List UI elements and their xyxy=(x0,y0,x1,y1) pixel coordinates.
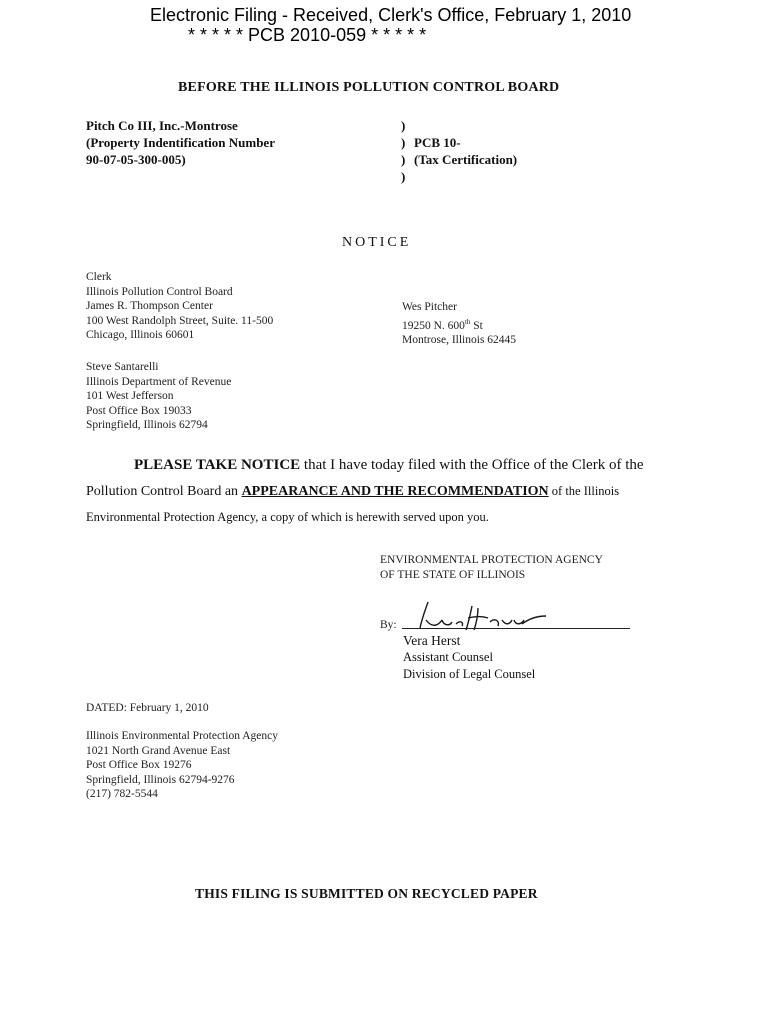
body-text: that I have today filed with the Office of the Clerk of the xyxy=(300,457,644,473)
board-heading: BEFORE THE ILLINOIS POLLUTION CONTROL BOARD xyxy=(178,80,560,95)
notice-lead: PLEASE TAKE NOTICE xyxy=(134,457,301,473)
address-line: James R. Thompson Center xyxy=(86,300,213,312)
address-line: Springfield, Illinois 62794-9276 xyxy=(86,773,235,786)
address-line: Illinois Pollution Control Board xyxy=(86,285,233,298)
filing-stamp-line2: * * * * * PCB 2010-059 * * * * * xyxy=(188,25,427,45)
address-line: Montrose, Illinois 62445 xyxy=(402,333,517,346)
filing-stamp-line1: Electronic Filing - Received, Clerk's Office, February 1, 2010 xyxy=(150,5,632,25)
caption-paren: ) xyxy=(401,169,406,184)
by-label: By: xyxy=(380,619,397,631)
address-line: Wes Pitcher xyxy=(402,301,457,313)
agency-line: ENVIRONMENTAL PROTECTION AGENCY xyxy=(380,554,603,566)
caption-parties xyxy=(86,117,275,168)
caption-paren: ) xyxy=(401,152,406,167)
signer-name: Vera Herst xyxy=(403,633,461,648)
caption-paren: ) xyxy=(401,135,406,150)
signer-block xyxy=(403,632,535,683)
address-line: Springfield, Illinois 62794 xyxy=(86,419,208,431)
address-line: 101 West Jefferson xyxy=(86,390,174,402)
address-line: 1021 North Grand Avenue East xyxy=(86,744,231,757)
ordinal-suffix: th xyxy=(464,317,471,326)
handwritten-signature xyxy=(412,598,552,634)
pitcher-address xyxy=(402,300,516,347)
clerk-address xyxy=(86,270,273,343)
body-line-3: Environmental Protection Agency, a copy of which is herewith served upon you. xyxy=(86,510,489,524)
case-type: (Tax Certification) xyxy=(414,152,518,167)
body-line-2 xyxy=(86,484,619,500)
street-suffix: St xyxy=(470,319,483,332)
address-line: Chicago, Illinois 60601 xyxy=(86,329,195,341)
case-number: PCB 10- xyxy=(414,135,461,150)
notice-title: NOTICE xyxy=(342,235,412,250)
address-line: (217) 782-5544 xyxy=(86,788,158,800)
agency-block xyxy=(380,553,603,582)
address-line: Clerk xyxy=(86,271,112,283)
address-line xyxy=(402,315,516,333)
address-line: Illinois Department of Revenue xyxy=(86,375,232,388)
recycled-paper-note: THIS FILING IS SUBMITTED ON RECYCLED PAPER xyxy=(195,886,538,901)
address-line: 100 West Randolph Street, Suite. 11-500 xyxy=(86,314,274,327)
street-number: 19250 N. 600 xyxy=(402,319,465,332)
dated-line: DATED: February 1, 2010 xyxy=(86,702,209,714)
agency-line: OF THE STATE OF ILLINOIS xyxy=(380,568,526,581)
address-line: Illinois Environmental Protection Agency xyxy=(86,730,278,742)
caption-party-line: 90-07-05-300-005) xyxy=(86,152,186,167)
address-line: Steve Santarelli xyxy=(86,361,159,373)
caption-case xyxy=(414,134,517,168)
caption-party-line: Pitch Co III, Inc.-Montrose xyxy=(86,118,238,133)
address-line: Post Office Box 19033 xyxy=(86,404,192,417)
body-text: of the Illinois xyxy=(548,484,620,498)
revenue-address xyxy=(86,360,231,433)
signer-title: Assistant Counsel xyxy=(403,650,493,664)
caption-party-line: (Property Indentification Number xyxy=(86,135,275,150)
document-title: APPEARANCE AND THE RECOMMENDATION xyxy=(241,484,549,499)
caption-paren: ) xyxy=(401,118,406,133)
signer-division: Division of Legal Counsel xyxy=(403,667,536,681)
body-line-1 xyxy=(134,457,644,474)
agency-address xyxy=(86,729,278,802)
address-line: Post Office Box 19276 xyxy=(86,759,192,771)
caption-parens xyxy=(401,117,405,185)
body-text: Pollution Control Board an xyxy=(86,484,242,499)
